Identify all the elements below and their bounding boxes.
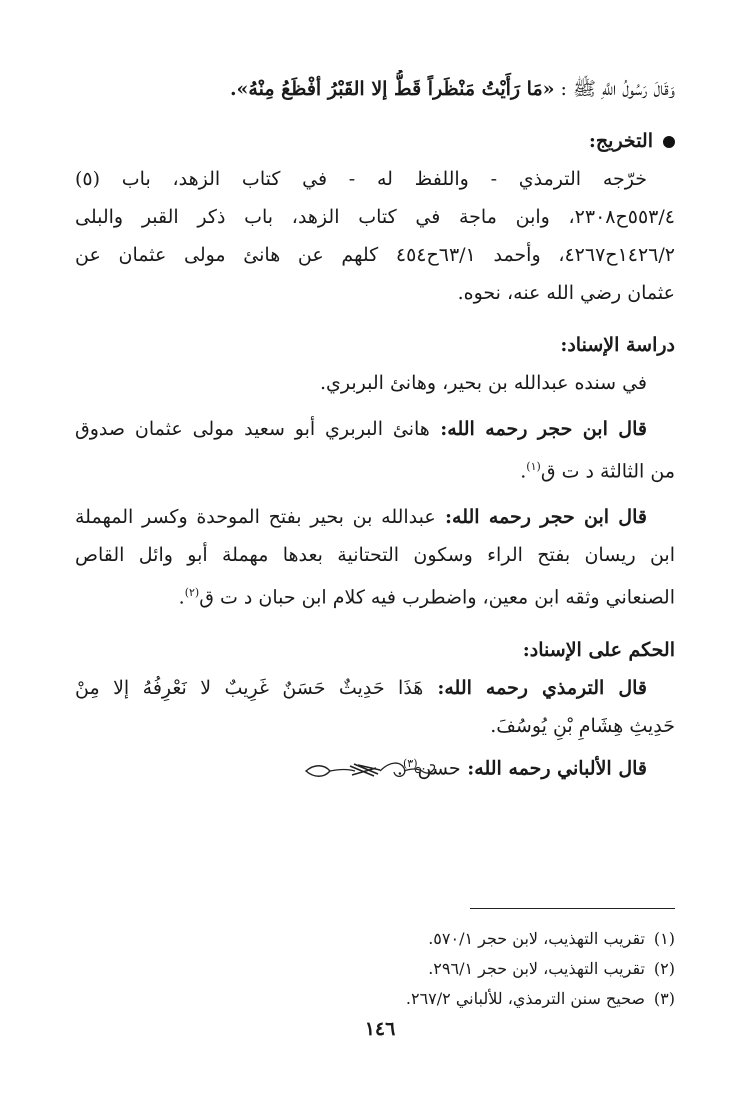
takhrij-heading: التخريج: <box>75 122 675 160</box>
page-body <box>75 70 675 787</box>
footnote-ref[interactable]: (٣) <box>402 756 418 770</box>
ornament-divider-icon <box>300 756 440 786</box>
hadith-quote: «مَا رَأَيْتُ مَنْظَراً قَطُّ إلا القَبْرُ أفْظَعُ مِنْهُ». <box>229 78 555 100</box>
footnote-item: (١)تقريب التهذيب، لابن حجر ٥٧٠/١. <box>428 929 675 948</box>
footnote-item: (٣)صحيح سنن الترمذي، للألباني ٢٦٧/٢. <box>405 989 675 1008</box>
ibn-hajar-paragraph-2-cont: ابن ريسان بفتح الراء وسكون التحتانية بعدها مهملة أبو وائل القاص <box>75 544 675 567</box>
takhrij-line: ٥٥٣/٤ح٢٣٠٨، وابن ماجة في كتاب الزهد، باب ذكر القبر والبلى <box>75 206 675 228</box>
ibn-hajar-paragraph-2-end: الصنعاني وثقه ابن معين، واضطرب فيه كلام ابن حبان د ت ق$^{(٢)}$. <box>178 586 675 609</box>
takhrij-line: خرّجه الترمذي - واللفظ له - في كتاب الزهد، باب (٥) <box>75 168 647 190</box>
bullet-icon <box>663 136 675 148</box>
hukm-heading: الحكم على الإسناد: <box>522 638 675 661</box>
takhrij-line: ١٤٢٦/٢ح٤٢٦٧، وأحمد ٦٣/١ح٤٥٤ كلهم عن هانئ مولى عثمان عن <box>75 244 675 266</box>
albani-ruling: قال الألباني رحمه الله: حسن$^{(٣)}$. <box>396 756 647 779</box>
footnote-ref[interactable]: (٢) <box>184 586 200 600</box>
tirmidhi-ruling: قال الترمذي رحمه الله: هَذَا حَدِيثٌ حَسَنٌ غَرِيبٌ لا نَعْرِفُهُ إلا مِنْ <box>75 676 647 699</box>
footnote-separator <box>470 908 675 909</box>
hadith-line <box>75 70 675 108</box>
hadith-intro: وَقَالَ رَسُولُ اللَّهِ ﷺ : <box>554 78 675 100</box>
footnote-ref[interactable]: (١) <box>526 460 541 473</box>
isnad-intro: في سنده عبدالله بن بحير، وهانئ البربري. <box>319 372 647 394</box>
isnad-heading: دراسة الإسناد: <box>560 334 675 356</box>
tirmidhi-ruling-cont: حَدِيثِ هِشَامِ بْنِ يُوسُفَ. <box>490 714 675 737</box>
footnote-item: (٢)تقريب التهذيب، لابن حجر ٢٩٦/١. <box>428 959 675 978</box>
footnotes <box>300 924 675 1014</box>
takhrij-line: عثمان رضي الله عنه، نحوه. <box>457 282 675 304</box>
ibn-hajar-paragraph-1-cont: من الثالثة د ت ق$^{(١)}$. <box>520 460 675 483</box>
page-number: ١٤٦ <box>364 1018 396 1040</box>
ibn-hajar-paragraph-1: قال ابن حجر رحمه الله: هانئ البربري أبو سعيد مولى عثمان صدوق <box>75 418 647 440</box>
ibn-hajar-paragraph-2: قال ابن حجر رحمه الله: عبدالله بن بحير بفتح الموحدة وكسر المهملة <box>75 506 647 529</box>
